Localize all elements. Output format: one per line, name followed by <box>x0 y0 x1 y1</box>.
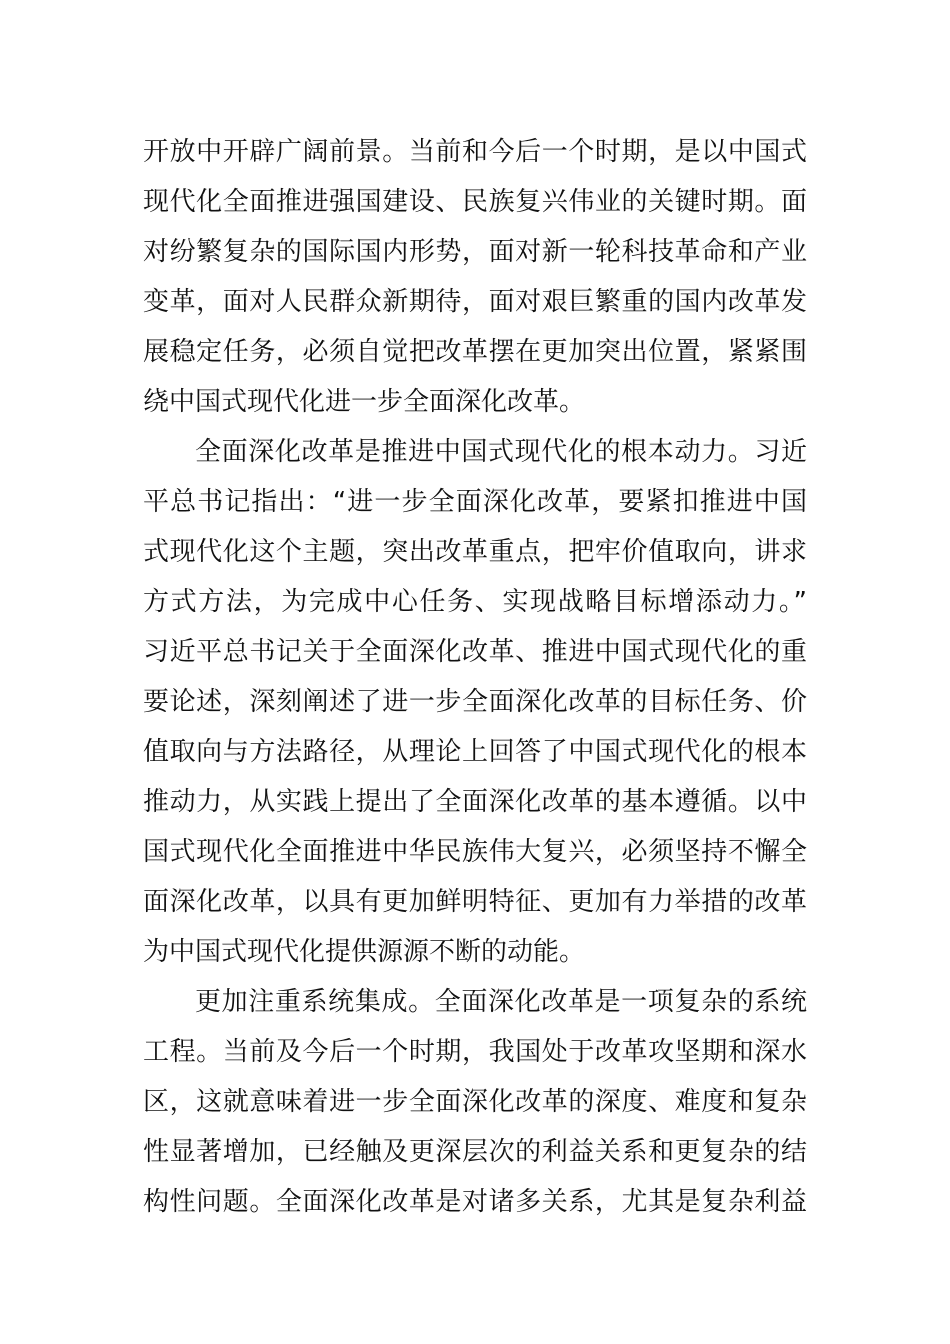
text-line: 习近平总书记关于全面深化改革、推进中国式现代化的重 <box>143 637 807 667</box>
text-line: 平总书记指出：“进一步全面深化改革，要紧扣推进中国 <box>143 487 807 517</box>
text-line: 变革，面对人民群众新期待，面对艰巨繁重的国内改革发 <box>143 287 807 317</box>
text-line: 构性问题。全面深化改革是对诸多关系，尤其是复杂利益 <box>143 1187 807 1217</box>
text-line: 展稳定任务，必须自觉把改革摆在更加突出位置，紧紧围 <box>143 337 807 367</box>
text-line: 推动力，从实践上提出了全面深化改革的基本遵循。以中 <box>143 787 807 817</box>
text-line: 要论述，深刻阐述了进一步全面深化改革的目标任务、价 <box>143 687 807 717</box>
text-line: 式现代化这个主题，突出改革重点，把牢价值取向，讲求 <box>143 537 807 567</box>
text-line: 更加注重系统集成。全面深化改革是一项复杂的系统 <box>195 987 807 1017</box>
text-line: 为中国式现代化提供源源不断的动能。 <box>143 937 586 967</box>
body-text <box>143 127 807 1227</box>
text-line: 开放中开辟广阔前景。当前和今后一个时期，是以中国式 <box>143 137 807 167</box>
text-line: 区，这就意味着进一步全面深化改革的深度、难度和复杂 <box>143 1087 807 1117</box>
text-line: 面深化改革，以具有更加鲜明特征、更加有力举措的改革 <box>143 887 807 917</box>
text-line: 绕中国式现代化进一步全面深化改革。 <box>143 387 586 417</box>
text-line: 性显著增加，已经触及更深层次的利益关系和更复杂的结 <box>143 1137 807 1167</box>
text-line: 全面深化改革是推进中国式现代化的根本动力。习近 <box>195 437 807 467</box>
text-line: 工程。当前及今后一个时期，我国处于改革攻坚期和深水 <box>143 1037 807 1067</box>
text-line: 值取向与方法路径，从理论上回答了中国式现代化的根本 <box>143 737 807 767</box>
text-line: 对纷繁复杂的国际国内形势，面对新一轮科技革命和产业 <box>143 237 807 267</box>
text-line: 现代化全面推进强国建设、民族复兴伟业的关键时期。面 <box>143 187 807 217</box>
text-line: 国式现代化全面推进中华民族伟大复兴，必须坚持不懈全 <box>143 837 807 867</box>
text-line: 方式方法，为完成中心任务、实现战略目标增添动力。” <box>143 587 807 617</box>
